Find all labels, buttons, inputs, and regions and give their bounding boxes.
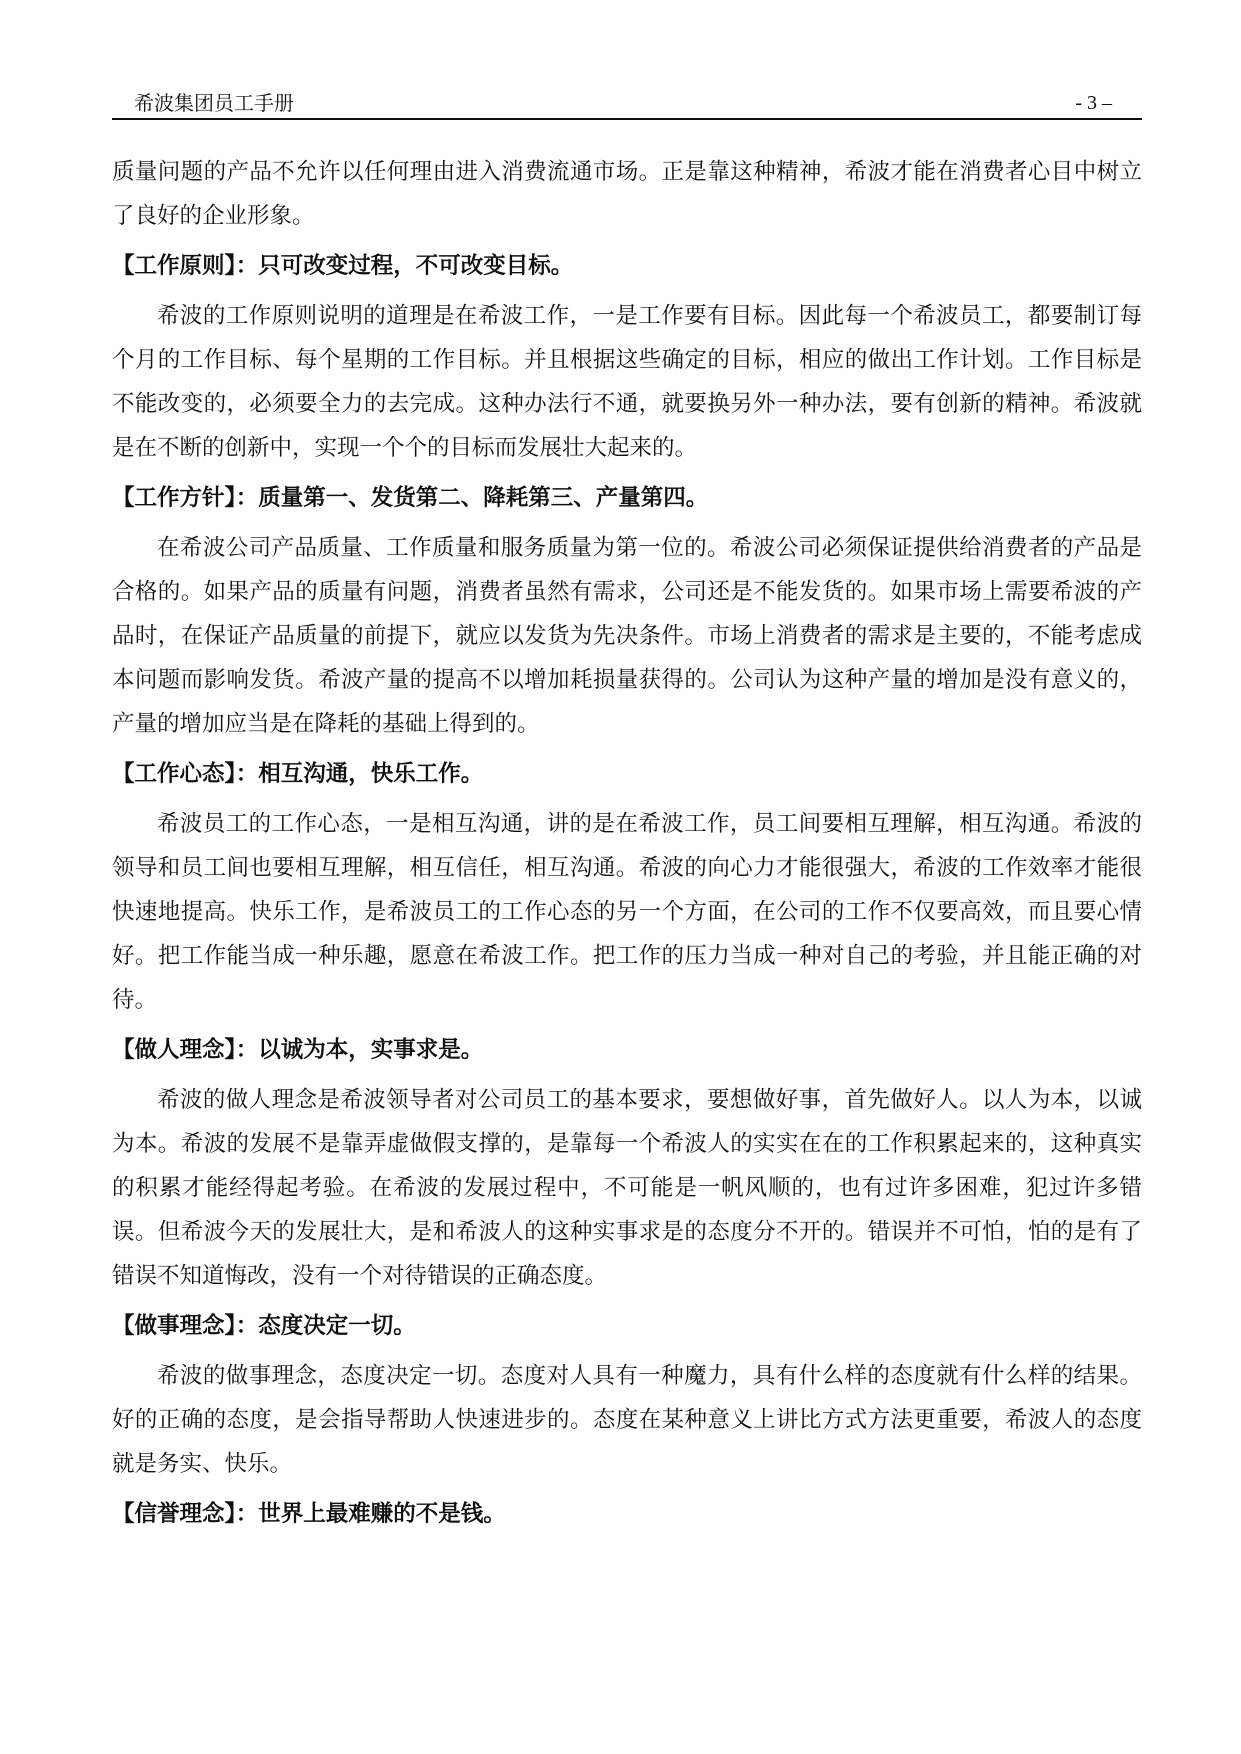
paragraph: 在希波公司产品质量、工作质量和服务质量为第一位的。希波公司必须保证提供给消费者的产品是合格的。如果产品的质量有问题，消费者虽然有需求，公司还是不能发货的。如果市场上需要希波的产品时，在保证产品质量的前提下，就应以发货为先决条件。市场上消费者的需求是主要的，不能考虑成本问题而影响发货。希波产量的提高不以增加耗损量获得的。公司认为这种产量的增加是没有意义的，产量的增加应当是在降耗的基础上得到的。	[112, 535, 1142, 737]
section-heading-credibility-philosophy: 【信誉理念】：世界上最难赚的不是钱。	[112, 1501, 506, 1527]
section-heading-work-philosophy: 【做事理念】：态度决定一切。	[112, 1313, 416, 1339]
section-heading-work-attitude: 【工作心态】：相互沟通，快乐工作。	[112, 761, 484, 787]
section-heading-work-policy: 【工作方针】：质量第一、发货第二、降耗第三、产量第四。	[112, 485, 709, 511]
section-heading-work-principle: 【工作原则】：只可改变过程，不可改变目标。	[112, 253, 574, 279]
paragraph: 希波的做事理念，态度决定一切。态度对人具有一种魔力，具有什么样的态度就有什么样的结果。好的正确的态度，是会指导帮助人快速进步的。态度在某种意义上讲比方式方法更重要，希波人的态度就是务实、快乐。	[112, 1363, 1142, 1477]
header-page-number: - 3 –	[1075, 92, 1112, 114]
paragraph: 质量问题的产品不允许以任何理由进入消费流通市场。正是靠这种精神，希波才能在消费者心目中树立了良好的企业形象。	[112, 159, 1142, 229]
paragraph: 希波员工的工作心态，一是相互沟通，讲的是在希波工作，员工间要相互理解，相互沟通。希波的领导和员工间也要相互理解，相互信任，相互沟通。希波的向心力才能很强大，希波的工作效率才能很快速地提高。快乐工作，是希波员工的工作心态的另一个方面，在公司的工作不仅要高效，而且要心情好。把工作能当成一种乐趣，愿意在希波工作。把工作的压力当成一种对自己的考验，并且能正确的对待。	[112, 811, 1142, 1013]
body-text	[112, 150, 1142, 1542]
paragraph: 希波的做人理念是希波领导者对公司员工的基本要求，要想做好事，首先做好人。以人为本，以诚为本。希波的发展不是靠弄虚做假支撑的，是靠每一个希波人的实实在在的工作积累起来的，这种真实的积累才能经得起考验。在希波的发展过程中，不可能是一帆风顺的，也有过许多困难，犯过许多错误。但希波今天的发展壮大，是和希波人的这种实事求是的态度分不开的。错误并不可怕，怕的是有了错误不知道悔改，没有一个对待错误的正确态度。	[112, 1087, 1142, 1289]
running-header	[112, 88, 1142, 118]
header-rule	[112, 118, 1142, 120]
section-heading-personal-philosophy: 【做人理念】：以诚为本，实事求是。	[112, 1037, 484, 1063]
paragraph: 希波的工作原则说明的道理是在希波工作，一是工作要有目标。因此每一个希波员工，都要制订每个月的工作目标、每个星期的工作目标。并且根据这些确定的目标，相应的做出工作计划。工作目标是不能改变的，必须要全力的去完成。这种办法行不通，就要换另外一种办法，要有创新的精神。希波就是在不断的创新中，实现一个个的目标而发展壮大起来的。	[112, 303, 1142, 461]
header-title: 希波集团员工手册	[134, 91, 294, 115]
